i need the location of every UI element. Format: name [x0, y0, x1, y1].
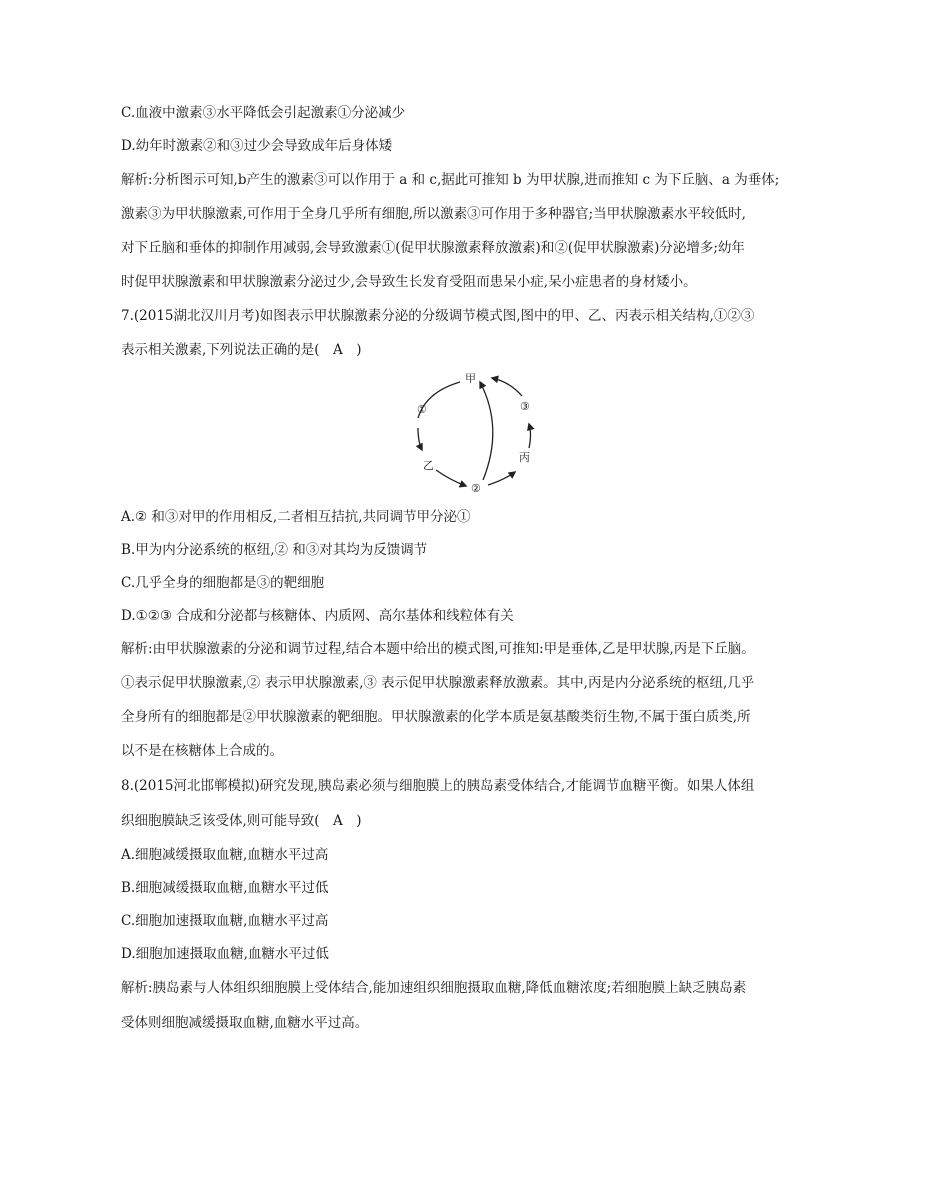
explanation-q6-line3: 对下丘脑和垂体的抑制作用减弱,会导致激素①(促甲状腺激素释放激素)和②(促甲状腺激素)分泌增多;幼年 — [121, 240, 745, 256]
question-8-line2: 织细胞膜缺乏该受体,则可能导致( A ) — [121, 813, 362, 829]
arrow-left-lower — [418, 428, 422, 450]
question-7-line2: 表示相关激素,下列说法正确的是( A ) — [121, 342, 362, 358]
explanation-q8-line1: 解析:胰岛素与人体组织细胞膜上受体结合,能加速组织细胞摄取血糖,降低血糖浓度;若细胞膜上缺乏胰岛素 — [121, 980, 747, 996]
explanation-q7-line4: 以不是在核糖体上合成的。 — [121, 743, 283, 759]
arrow-3-to-jia — [492, 378, 522, 396]
explanation-q6-line1: 解析:分析图示可知,b产生的激素③可以作用于 a 和 c,据此可推知 b 为甲状腺,进而推知 c 为下丘脑、a 为垂体; — [121, 172, 780, 188]
arrow-yi-to-2 — [436, 470, 466, 486]
explanation-q6-line2: 激素③为甲状腺激素,可作用于全身几乎所有细胞,所以激素③可作用于多种器官;当甲状腺激素水平较低时, — [121, 206, 746, 222]
option-d-q6: D.幼年时激素②和③过少会导致成年后身体矮 — [121, 138, 393, 154]
arrow-bing-up — [529, 424, 531, 448]
option-d-q7: D.①②③ 合成和分泌都与核糖体、内质网、高尔基体和线粒体有关 — [121, 608, 514, 624]
explanation-q7-line1: 解析:由甲状腺激素的分泌和调节过程,结合本题中给出的模式图,可推知:甲是垂体,乙是甲状腺,丙是下丘脑。 — [121, 641, 755, 657]
label-bing: 丙 — [519, 451, 530, 464]
arrow-2-to-jia — [480, 382, 493, 480]
option-d-q8: D.细胞加速摄取血糖,血糖水平过低 — [121, 946, 329, 962]
label-yi: 乙 — [423, 459, 434, 472]
label-hormone-1: ① — [417, 403, 427, 416]
option-b-q7: B.甲为内分泌系统的枢纽,② 和③对其均为反馈调节 — [121, 542, 428, 558]
arrow-2-to-bing — [488, 472, 515, 485]
label-jia: 甲 — [465, 372, 476, 385]
explanation-q7-line2: ①表示促甲状腺激素,② 表示甲状腺激素,③ 表示促甲状腺激素释放激素。其中,丙是内分泌系统的枢纽,几乎 — [121, 675, 755, 691]
option-a-q7: A.② 和③对甲的作用相反,二者相互拮抗,共同调节甲分泌① — [121, 509, 471, 525]
explanation-q6-line4: 时促甲状腺激素和甲状腺激素分泌过少,会导致生长发育受阻而患呆小症,呆小症患者的身材矮小。 — [121, 274, 697, 290]
option-c-q6: C.血液中激素③水平降低会引起激素①分泌减少 — [121, 105, 406, 121]
option-a-q8: A.细胞减缓摄取血糖,血糖水平过高 — [121, 847, 329, 863]
hormone-regulation-diagram — [404, 368, 554, 498]
question-7-line1: 7.(2015湖北汉川月考)如图表示甲状腺激素分泌的分级调节模式图,图中的甲、乙、丙表示相关结构,①②③ — [121, 308, 755, 324]
option-c-q8: C.细胞加速摄取血糖,血糖水平过高 — [121, 913, 329, 929]
explanation-q7-line3: 全身所有的细胞都是②甲状腺激素的靶细胞。甲状腺激素的化学本质是氨基酸类衍生物,不属于蛋白质类,所 — [121, 709, 751, 725]
option-c-q7: C.几乎全身的细胞都是③的靶细胞 — [121, 575, 325, 591]
label-hormone-2: ② — [471, 482, 481, 495]
explanation-q8-line2: 受体则细胞减缓摄取血糖,血糖水平过高。 — [121, 1015, 369, 1031]
label-hormone-3: ③ — [520, 400, 530, 413]
question-8-line1: 8.(2015河北邯郸模拟)研究发现,胰岛素必须与细胞膜上的胰岛素受体结合,才能调节血糖平衡。如果人体组 — [121, 778, 755, 794]
option-b-q8: B.细胞减缓摄取血糖,血糖水平过低 — [121, 880, 329, 896]
